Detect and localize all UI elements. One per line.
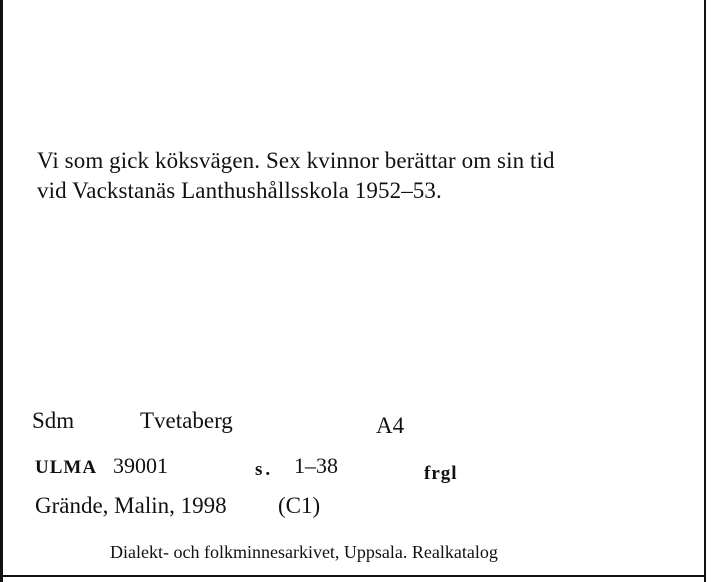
format-code: A4 xyxy=(376,413,405,438)
page-range: 1–38 xyxy=(294,453,338,478)
accession-number: 39001 xyxy=(113,453,168,478)
card-border-right xyxy=(704,0,706,582)
place-name: Tvetaberg xyxy=(140,408,233,433)
record-title xyxy=(37,146,677,206)
genre-tag: frgl xyxy=(424,463,458,484)
card-border-bottom xyxy=(0,575,706,577)
author-year: Grände, Malin, 1998 xyxy=(35,493,227,518)
archive-label: ULMA xyxy=(35,457,98,478)
pages-prefix: s. xyxy=(255,459,274,480)
classification-code: (C1) xyxy=(278,493,321,518)
title-line-2: vid Vackstanäs Lanthushållsskola 1952–53. xyxy=(37,178,442,203)
archive-footer: Dialekt- och folkminnesarkivet, Uppsala. Realkatalog xyxy=(110,542,498,562)
card-border-left xyxy=(0,0,3,582)
title-line-1: Vi som gick köksvägen. Sex kvinnor berättar om sin tid xyxy=(37,148,555,173)
landskap-code: Sdm xyxy=(32,408,75,433)
